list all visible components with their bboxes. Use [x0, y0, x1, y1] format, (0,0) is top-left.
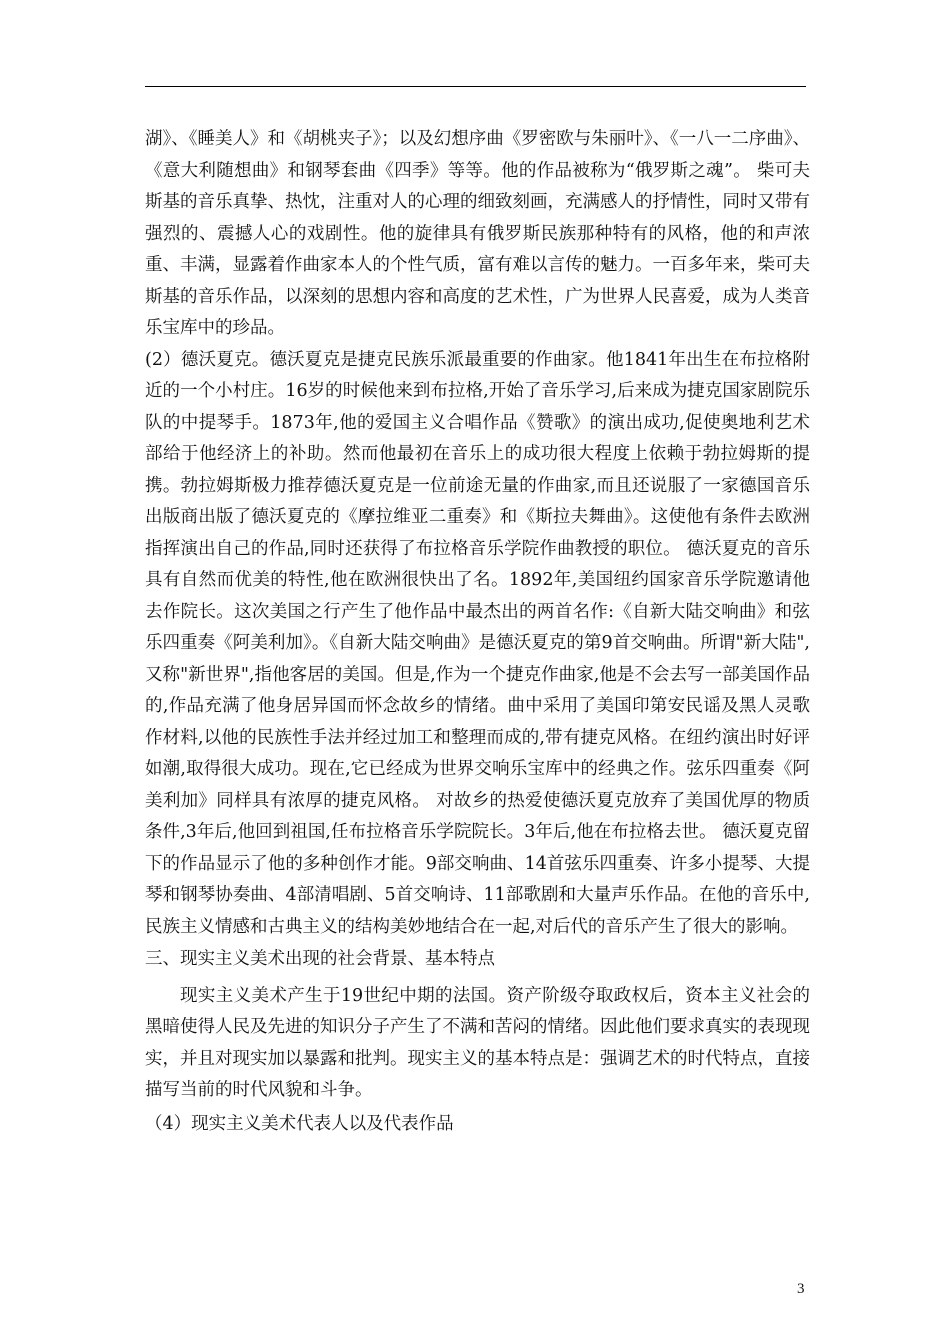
subheading-realism-artists: （4）现实主义美术代表人以及代表作品: [145, 1113, 454, 1134]
page-number: 3: [797, 1281, 805, 1297]
page-body: [145, 124, 810, 1140]
header-rule: [145, 86, 806, 87]
paragraph-dvorak: (2）德沃夏克。德沃夏克是捷克民族乐派最重要的作曲家。他1841年出生在布拉格附近的一个小村庄。16岁的时候他来到布拉格,开始了音乐学习,后来成为捷克国家剧院乐队的中提琴手。1873年,他的爱国主义合唱作品《赞歌》的演出成功,促使奥地利艺术部给于他经济上的补助。然而他最初在音乐上的成功很大程度上依赖于勃拉姆斯的提携。勃拉姆斯极力推荐德沃夏克是一位前途无量的作曲家,而且还说服了一家德国音乐出版商出版了德沃夏克的《摩拉维亚二重奏》和《斯拉夫舞曲》。这使他有条件去欧洲指挥演出自己的作品,同时还获得了布拉格音乐学院作曲教授的职位。 德沃夏克的音乐具有自然而优美的特性,他在欧洲很快出了名。1892年,美国纽约国家音乐学院邀请他去作院长。这次美国之行产生了他作品中最杰出的两首名作:《自新大陆交响曲》和弦乐四重奏《阿美利加》。《自新大陆交响曲》是德沃夏克的第9首交响曲。所谓"新大陆",又称"新世界",指他客居的美国。但是,作为一个捷克作曲家,他是不会去写一部美国作品的,作品充满了他身居异国而怀念故乡的情绪。曲中采用了美国印第安民谣及黑人灵歌作材料,以他的民族性手法并经过加工和整理而成的,带有捷克风格。在纽约演出时好评如潮,取得很大成功。现在,它已经成为世界交响乐宝库中的经典之作。弦乐四重奏《阿美利加》同样具有浓厚的捷克风格。 对故乡的热爱使德沃夏克放弃了美国优厚的物质条件,3年后,他回到祖国,任布拉格音乐学院院长。3年后,他在布拉格去世。 德沃夏克留下的作品显示了他的多种创作才能。9部交响曲、14首弦乐四重奏、许多小提琴、大提琴和钢琴协奏曲、4部清唱剧、5首交响诗、11部歌剧和大量声乐作品。在他的音乐中,民族主义情感和古典主义的结构美妙地结合在一起,对后代的音乐产生了很大的影响。: [145, 349, 810, 937]
section-heading-realism: 三、现实主义美术出现的社会背景、基本特点: [145, 949, 495, 969]
paragraph-tchaikovsky: 湖》、《睡美人》和《胡桃夹子》；以及幻想序曲《罗密欧与朱丽叶》、《一八一二序曲》、《意大利随想曲》和钢琴套曲《四季》等等。他的作品被称为“俄罗斯之魂”。 柴可夫斯基的音乐真挚、热忱，注重对人的心理的细致刻画，充满感人的抒情性，同时又带有强烈的、震撼人心的戏剧性。他的旋律具有俄罗斯民族那种特有的风格，他的和声浓重、丰满，显露着作曲家本人的个性气质，富有难以言传的魅力。一百多年来，柴可夫斯基的音乐作品，以深刻的思想内容和高度的艺术性，广为世界人民喜爱，成为人类音乐宝库中的珍品。: [145, 129, 810, 338]
paragraph-realism-background: 现实主义美术产生于19世纪中期的法国。资产阶级夺取政权后，资本主义社会的黑暗使得人民及先进的知识分子产生了不满和苦闷的情绪。因此他们要求真实的表现现实，并且对现实加以暴露和批判。现实主义的基本特点是：强调艺术的时代特点，直接描写当前的时代风貌和斗争。: [145, 985, 810, 1100]
